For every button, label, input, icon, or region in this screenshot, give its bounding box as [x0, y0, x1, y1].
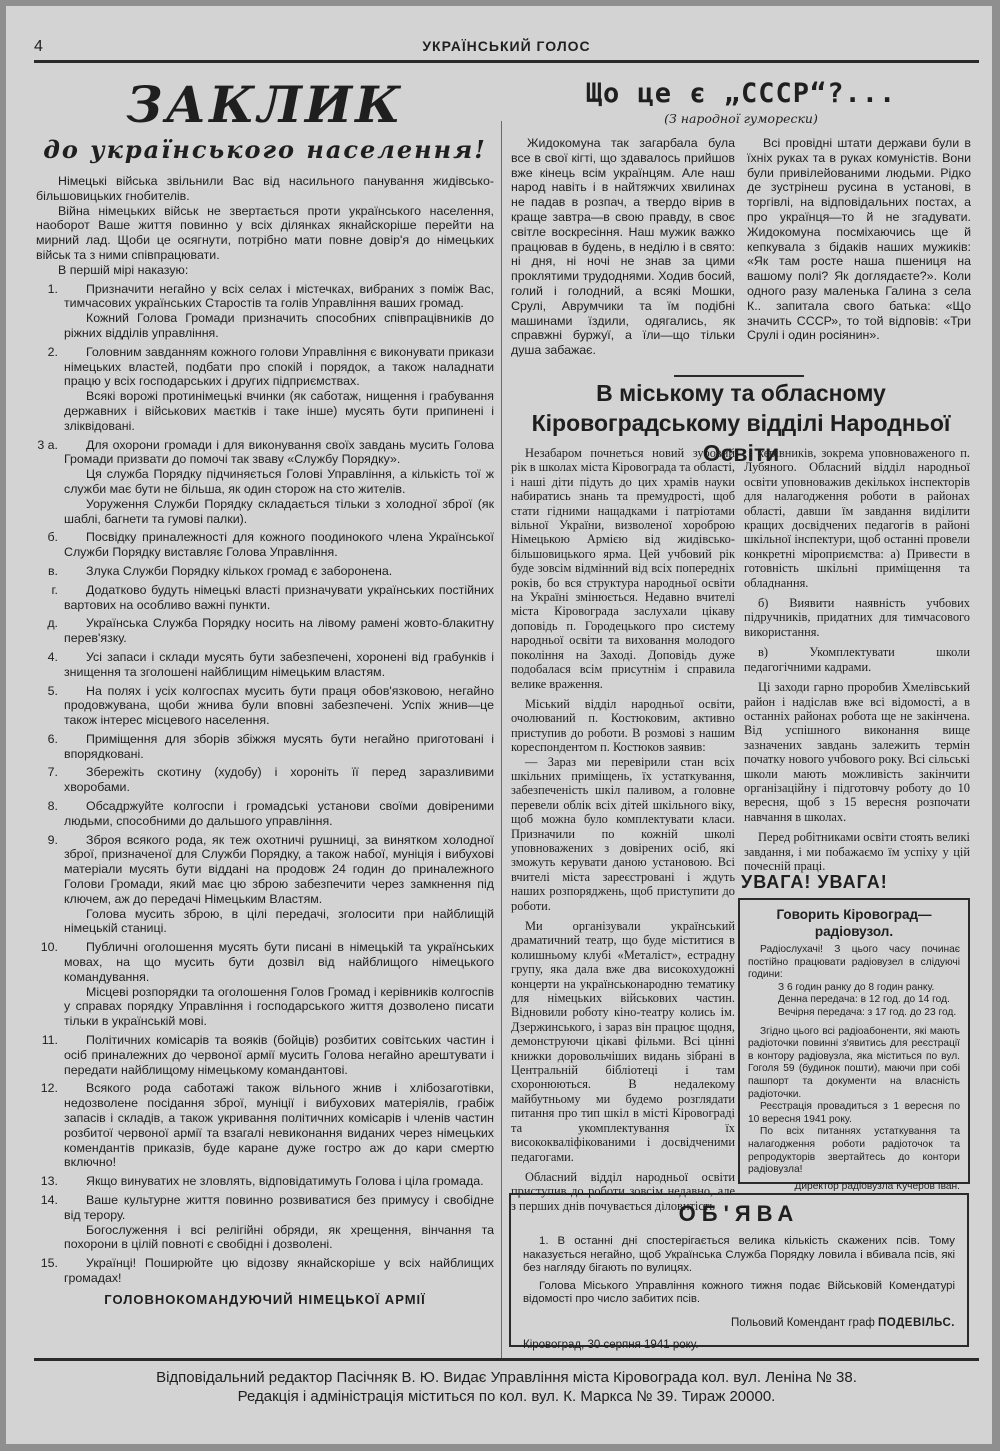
- humoresque-subtitle: (З народної гуморески): [664, 111, 818, 126]
- appeal-item: [36, 345, 494, 434]
- notice-box: [509, 1193, 969, 1351]
- appeal-item: [36, 1256, 494, 1286]
- appeal-item-line: Всякі ворожі протинімецькі вчинки (як саботаж, нищення і грабування державних і військових маєтків і таке інше) мусять бути припинені і зліквідовані.: [64, 389, 494, 433]
- appeal-item: [36, 282, 494, 341]
- education-col2: [744, 446, 970, 873]
- radio-body: [748, 944, 960, 1193]
- appeal-item-line: Голова мусить зброю, в цілі передачі, зголосити при найблищій німецькій станиці.: [64, 906, 494, 936]
- appeal-item: [36, 1033, 494, 1077]
- appeal-signature: ГОЛОВНОКОМАНДУЮЧИЙ НІМЕЦЬКОЇ АРМІЇ: [104, 1291, 426, 1307]
- appeal-item-text: [64, 282, 494, 341]
- appeal-item-line: Головним завданням кожного голови Управління є виконувати прикази німецьких властей, подбати про спокій і порядок, а також наладнати працю у всіх господарських і других підприємствах.: [64, 344, 494, 389]
- appeal-item-text: [64, 650, 494, 680]
- appeal-item-line: Якщо винуватих не зловлять, відповідатимуть Голова і ціла громада.: [86, 1174, 484, 1189]
- education-paragraph: Ми організували український драматичний театр, що буде міститися в колишньому клубі «Металіст», естрадну групу, яка дала вже два високохудожні концерти на українськонародню тематику для німецьких військових частин. Відновили роботу кіно-театру колись ім. Дзержинського, і зараз він працює щодня, демонструючи цікаві фільми. Всі цінні книжки доровольчіших видань зібрані в Центральній бібліотеці і там схоронюються. В недалекому майбутньому ми будемо розглядати питання про тип шкіл в місті Кіровограді та укомплектування їх висококваліфікованими і досвідченими педагогами.: [511, 919, 735, 1164]
- appeal-item-text: [64, 583, 494, 613]
- humoresque-title: Що це є „СССР“?...: [585, 78, 897, 109]
- appeal-item: [36, 1174, 494, 1189]
- appeal-item-number: в.: [47, 563, 58, 578]
- education-paragraph: б) Виявити наявність учбових підручників, придатних для тимчасового використання.: [744, 596, 970, 639]
- appeal-item-number: 12.: [40, 1081, 58, 1096]
- appeal-item: [36, 438, 494, 527]
- appeal-title: ЗАКЛИК: [126, 75, 404, 134]
- appeal-item-line: На полях і усіх колгоспах мусить бути праця обов'язковою, негайно продовжувана, щоби жнива були вповні забезпечені. Успіх жнив—це також інтерес місцевого населення.: [64, 683, 494, 728]
- education-paragraph: Перед робітниками освіти стоять великі завдання, і ми побажаємо їм успіху у цій почесній праці.: [744, 830, 970, 873]
- page-header: [34, 36, 979, 63]
- humoresque-end-rule: [674, 375, 804, 377]
- appeal-item-text: [64, 940, 494, 1029]
- notice-signature: [523, 1317, 955, 1329]
- appeal-item-line: Усі запаси і склади мусять бути забезпечені, хоронені від грабунків і знищення та зголошені найблищим німецьким властям.: [64, 649, 494, 679]
- appeal-item-number: 11.: [41, 1033, 58, 1048]
- appeal-item: [36, 564, 494, 579]
- appeal-item-number: 7.: [47, 765, 58, 780]
- education-title: В міському та обласному Кіровоградському відділі Народньої Освіти: [531, 380, 951, 466]
- appeal-item-number: б.: [47, 530, 58, 545]
- appeal-item-text: [64, 799, 494, 829]
- appeal-item-number: 6.: [47, 731, 58, 746]
- appeal-item-text: [64, 1081, 494, 1170]
- appeal-item-line: Кожний Голова Громади призначить способних співпрацівників до ріжних відділів управління.: [64, 311, 494, 340]
- education-paragraph: Незабаром почнеться новий зубовий рік в школах міста Кіровограда та області, і наші діти підуть до цих храмів науки набиратись знань та премудрості, щоб стати гідними нащадками і патріотами вільної України, визволеної хороброю Німецькою Армією від жидівсько-більшовицького ярма. Цей учбовий рік буде зовсім відмінний від всіх попередніх років, бо вся структура народньої освіти на Україні змінюється. Недавно вчителі міста Кіровограда заслухали цікаву доповідь п. Городецького про систему народньої освіти та виховання молодого покоління на Заході. Доповідь дуже подобалася всім присутнім і справила велике враження.: [511, 446, 735, 691]
- appeal-item-line: Злука Служби Порядку кількох громад є заборонена.: [86, 563, 393, 578]
- appeal-item-text: [64, 1174, 494, 1189]
- radio-line: З 6 годин ранку до 8 годин ранку.: [778, 981, 935, 993]
- appeal-item-line: Збережіть скотину (худобу) і хороніть її перед заразливими хворобами.: [64, 765, 494, 795]
- appeal-item-number: 10.: [40, 940, 58, 955]
- notice-signature-label: Польовий Комендант граф: [731, 1316, 875, 1329]
- education-col1: [511, 446, 735, 1213]
- appeal-item-line: Політичних комісарів та вояків (бойців) розбитих совітських частин і осіб приналежних до червоної армії мусить Голова негайно арештувати і передати найблищому німецькому командантові.: [64, 1033, 494, 1077]
- appeal-item-line: Приміщення для зборів збіжжя мусять бути негайно приготовані і впорядковані.: [64, 731, 494, 761]
- appeal-item-line: Ця служба Порядку підчиняється Голові Управління, а кількість тої ж служби має бути не більша, як один сторож на сто жителів.: [64, 467, 494, 496]
- appeal-item-number: 5.: [47, 683, 58, 698]
- appeal-item-text: [64, 530, 494, 560]
- appeal-item: [36, 616, 494, 646]
- appeal-item-text: [64, 1256, 494, 1286]
- appeal-subtitle: до українського населення!: [43, 135, 487, 164]
- appeal-item-line: Обсадржуйте колгоспи і громадські установи своїми довіреними людьми, способними до дальшого управління.: [64, 799, 494, 828]
- appeal-item: [36, 530, 494, 560]
- radio-title: Говорить Кіровоград—радіовузол.: [776, 907, 932, 939]
- appeal-item-text: [64, 1193, 494, 1252]
- humoresque-col1: Жидокомуна так загарбала була все в свої кігті, що здавалось прийшов вже кінець всім українцям. Але наш народ навіть і в найтяжчих хвилинах не падав в розпач, а твердо вірив в краще завтра—в свою правду, в своє світле воскресіння. Наш мужик важко працював в будень, в неділю і в свято: ні дня, ні ночі не знав за цими проклятими трудоднями. Ходив босий, голий і голодний, а всякі Мошки, Срулі, Аврумчики та їм подібні машинами їздили, одягались, як справжні буржуї, а їли—що тільки душа забажає.: [511, 136, 735, 358]
- appeal-item-line: Українці! Поширюйте цю відозву якнайскоріше у всіх найблищих громадах!: [64, 1256, 494, 1285]
- column-divider: [501, 121, 502, 1361]
- appeal-item-line: Ваше культурне життя повинно розвиватися без примусу і свобідне від терору.: [64, 1193, 494, 1222]
- appeal-item: [36, 650, 494, 680]
- notice-paragraph: Голова Міського Управління кожного тижня подає Військовій Комендатурі відомості про число забитих псів.: [523, 1279, 955, 1306]
- appeal-body: [36, 174, 494, 1286]
- newspaper-page: [6, 6, 992, 1444]
- appeal-intro: Війна німецьких військ не звертається проти українського населення, наоборот Ваше життя повинно у всіх ділянках якнайскоріше перейти на мирний лад. Щоби це осягнути, потрібно мати повне довір'я до німецьких військ та з ними співпрацювати.: [36, 203, 494, 262]
- appeal-item: [36, 799, 494, 829]
- appeal-item-line: Зброя всякого рода, як теж охотничі рушниці, за винятком холодної зброї, призначеної для Служби Порядку, а також набої, муніція і вибухові матеріали мусять бути віддані на продовж 24 годин до приналежного Голови Громади, який має цю зброю забезпечити через замкнення під ключем, аж до передачі Німецьким Властям.: [64, 832, 494, 906]
- appeal-intro: В першій мірі наказую:: [58, 262, 189, 277]
- appeal-item-text: [64, 564, 494, 579]
- appeal-item-number: 8.: [47, 799, 58, 814]
- appeal-item-line: Богослуження і всі релігійні обряди, як хрещення, вінчання та похорони в цілій повноті є свобідні і дозволені.: [64, 1222, 494, 1252]
- newspaper-name: УКРАЇНСЬКИЙ ГОЛОС: [422, 38, 591, 54]
- appeal-item: [36, 765, 494, 795]
- appeal-item-text: [64, 833, 494, 937]
- footer-rule: [34, 1358, 979, 1361]
- appeal-item-text: [64, 616, 494, 646]
- radio-line: Реєстрація провадиться з 1 вересня по 10 вересня 1941 року.: [748, 1101, 960, 1125]
- appeal-item-text: [64, 1033, 494, 1077]
- radio-line: Радіослухачі! З цього часу починає постійно працювати радіовузел в слідуючі години:: [748, 944, 960, 981]
- education-paragraph: в) Укомплектувати школи педагогічними кадрами.: [744, 645, 970, 674]
- radio-line: Директор радіовузла Кучеров Іван.: [794, 1180, 960, 1192]
- imprint-line: Відповідальний редактор Пасічняк В. Ю. Видає Управління міста Кіровограда кол. вул. Леніна № 38.: [156, 1369, 857, 1386]
- appeal-item: [36, 1081, 494, 1170]
- appeal-item-text: [64, 684, 494, 728]
- appeal-item: [36, 684, 494, 728]
- notice-date: Кіровоград, 30 серпня 1941 року.: [523, 1338, 699, 1351]
- radio-heading: УВАГА! УВАГА!: [741, 872, 888, 892]
- radio-line: Денна передача: в 12 год. до 14 год.: [778, 994, 950, 1006]
- notice-title: ОБ'ЯВА: [678, 1201, 800, 1226]
- appeal-items-list: [36, 282, 494, 1286]
- appeal-article: [36, 75, 494, 1348]
- appeal-item-line: Додатково будуть німецькі власті призначувати українських постійних вартових на особливо важні пункти.: [64, 582, 494, 612]
- radio-notice: [738, 898, 970, 1192]
- appeal-item-text: [64, 438, 494, 527]
- appeal-item-line: Уоруження Служби Порядку складається тільки з холодної зброї (як шаблі, багнети та гумові палки).: [64, 496, 494, 526]
- appeal-item-number: 3 а.: [37, 437, 58, 452]
- notice-paragraph: 1. В останні дні спостерігається велика кількість скажених псів. Тому наказується негайно, щоб Українська Служба Порядку ловила і вбивала псів, які без нагляду бігають по вулицях.: [523, 1235, 955, 1275]
- appeal-item: [36, 583, 494, 613]
- appeal-intro: Німецькі війська звільнили Вас від насильного панування жидівсько-більшовицьких гнобителів.: [36, 174, 494, 203]
- imprint-footer: [34, 1368, 979, 1406]
- appeal-item: [36, 1193, 494, 1252]
- appeal-item-number: 4.: [47, 649, 58, 664]
- appeal-item-line: Призначити негайно у всіх селах і містечках, вибраних з поміж Вас, тимчасових українських Старостів та голів Управління ваших громад.: [64, 281, 494, 311]
- appeal-item: [36, 833, 494, 937]
- appeal-item-number: 14.: [40, 1193, 58, 1207]
- appeal-item-number: 1.: [47, 281, 58, 296]
- appeal-item-number: 15.: [40, 1256, 58, 1271]
- imprint-line: Редакція і адміністрація міститься по кол. вул. К. Маркса № 39. Тираж 20000.: [237, 1388, 776, 1405]
- notice-body: [523, 1235, 955, 1307]
- appeal-item-line: Посвідку приналежності для кожного поодинокого члена Української Служби Порядку виставляє Голова Управління.: [64, 530, 494, 560]
- appeal-item-line: Для охорони громади і для виконування своїх завдань мусить Голова Громади призвати до помочі так зваву «Службу Порядку».: [64, 437, 494, 467]
- education-paragraph: Обласний відділ народньої освіти приступив до роботи зовсім недавно, але з перших днів почувається діловитість: [511, 1169, 735, 1213]
- appeal-item-line: Всякого рода саботажі також вільного жнив і хлібозаготівки, недозволене посідання зброї, муніції і вибухових матеріялів, грабіж запасів і складів, а також укривання політичних комісарів і членів частин розбитої червоної армії та взагалі невиконання виданих через німецьких комендантів приказів, буде каране дуже гостро аж до кари смертю включно!: [64, 1081, 494, 1170]
- education-paragraph: Міський відділ народньої освіти, очолюваний п. Костюковим, активно приступив до роботи. В розмові з нашим кореспондентом п. Костюков заявив:: [511, 696, 735, 755]
- appeal-item-line: Українська Служба Порядку носить на лівому рамені жовто-блакитну перев'язку.: [64, 616, 494, 646]
- appeal-item-text: [64, 765, 494, 795]
- radio-line: Згідно цього всі радіоабоненти, які мають радіоточки повинні з'явитись для реєстрації в контору радіовузла, яка міститься по вул. Гоголя 59 (будинок пошти), маючи при собі пашпорт та документи на власність радіоточки.: [748, 1025, 960, 1100]
- appeal-item-text: [64, 345, 494, 434]
- page-number: 4: [34, 38, 43, 55]
- appeal-item: [36, 732, 494, 762]
- humoresque-article: [511, 78, 971, 378]
- appeal-item-number: 2.: [47, 344, 58, 359]
- radio-line: По всіх питаннях устаткування та налагодження роботи радіоточок та репродукторів звертайтесь до контори радіовузла!: [748, 1126, 960, 1176]
- education-paragraph: керівників, зокрема уповноваженого п. Лубяного. Обласний відділ народньої освіти уповноважив декількох інспекторів для налагодження роботи в районах області, давши їм завдання виділити кращих досвідчених педагогів в районі шкільної інспектури, щоб останні провели конкретні міроприємства: а) Привести в готовність шкільні приміщення та обладнання.: [744, 446, 970, 590]
- appeal-item-line: Публичні оголошення мусять бути писані в німецькій та українських мовах, на що мусить бути дозвіл від найблищого німецького командування.: [64, 940, 494, 984]
- appeal-item-line: Місцеві розпорядки та оголошення Голов Громад і керівників колгоспів у справах порядку Управління і господарського життя дозволено писати тільки в українській мові.: [64, 984, 494, 1029]
- education-paragraph: Ці заходи гарно проробив Хмелівський район і надіслав вже всі відомості, а в останніх районах робота ще не закінчена. Від успішного виконання вище зазначених завдань залежить термін початку нового учбового року. Всі сільські школи мають можливість закінчити організаційну і підготовчу роботу до 10 вересня, щоб з 15 вересня розпочати навчання в школах.: [744, 680, 970, 824]
- radio-line: Вечірня передача: з 17 год. до 23 год.: [778, 1006, 957, 1018]
- appeal-item-text: [64, 732, 494, 762]
- appeal-item: [36, 940, 494, 1029]
- appeal-item-number: 13.: [40, 1174, 58, 1189]
- humoresque-col2: Всі провідні штати держави були в їхніх руках та в руках комуністів. Вони були привілейованими людьми. Рідко де зустрінеш русина в установі, в торгівлі, на відповідальних постах, а про українця—то й не згадувати. Жидокомуна посміхаючись ще й кепкувала з бідаків наших мужиків: «Як там росте наша пшениця на вашому полі? Як доглядаєте?». Коли одного разу маленька Галина з села К.. запитала свого батька: «Що значить СССР», то той відповів: «Три Срулі і один росіянин».: [747, 136, 971, 343]
- education-paragraph: — Зараз ми перевірили стан всіх шкільних приміщень, їх устаткування, забезпеченість шкіл паливом, а головне перевели облік всіх дітей шкільного віку, щоб можна було комплектувати класи. Призначили по кожній школі уповноважених з довірених осіб, які зможуть керувати даною установою. Всі вчителі міста зареєстровані і ждуть наших розпоряджень, щоб приступити до роботи.: [511, 754, 735, 913]
- appeal-item-number: 9.: [47, 832, 58, 847]
- notice-signature-name: ПОДЕВІЛЬС.: [878, 1316, 955, 1329]
- humoresque-body: [511, 136, 971, 358]
- appeal-item-number: д.: [47, 616, 58, 631]
- appeal-item-number: г.: [51, 582, 58, 597]
